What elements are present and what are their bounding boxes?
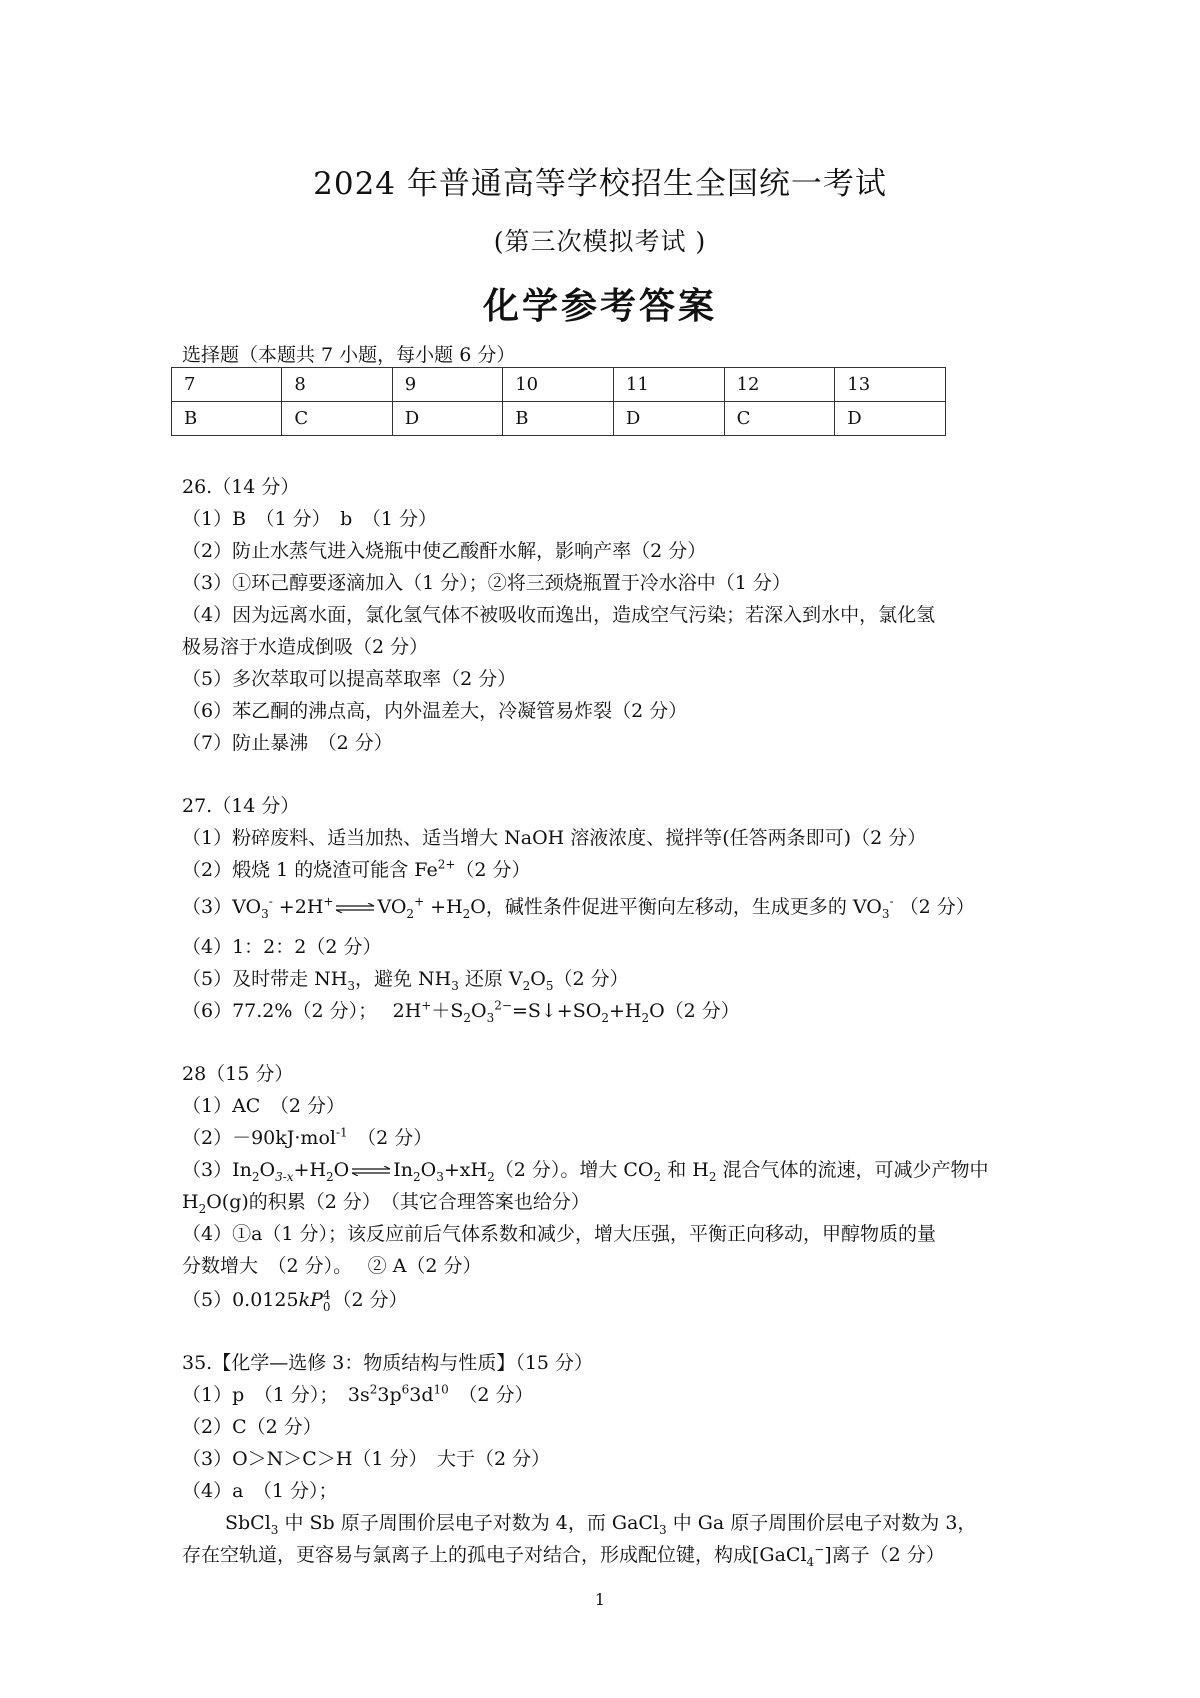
subscript: 2 [601,1010,609,1025]
text: 还原 V [458,968,523,990]
subscript: 3 [436,1169,444,1184]
superscript: + [323,894,334,909]
q26-line-1: （1）B （1 分） b （1 分） [182,508,437,530]
q28-line-2 [182,1125,433,1149]
q35-line-4: （4）a （1 分）； [182,1480,338,1502]
q35-line-5 [225,1512,977,1537]
text: +H [293,1159,327,1181]
exponent-stack [323,1289,331,1313]
text: ]离子（2 分） [824,1544,945,1566]
q27-line-6 [182,998,740,1025]
subscript: 2 [653,1169,662,1184]
exam-title: 2024 年普通高等学校招生全国统一考试 [313,166,887,202]
text: O，碱性条件促进平衡向左移动，生成更多的 VO [470,896,882,918]
subscript: 2 [522,978,531,993]
superscript: 4 [322,1288,331,1302]
q28-line-5: （4）①a（1 分）；该反应前后气体系数和减少，增大压强，平衡正向移动，甲醇物质的量 [182,1223,937,1245]
table-cell: 12 [724,368,835,402]
q28-line-7 [182,1289,408,1313]
q26-heading: 26.（14 分） [182,476,300,498]
text: （2 分） [347,1127,433,1149]
text: 存在空轨道，更容易与氯离子上的孤电子对结合，形成配位键，构成[GaCl [182,1544,807,1566]
text: （2 分） [893,896,975,918]
subscript: 2 [251,1169,260,1184]
text: O [471,1000,487,1022]
text: （2 分） [455,859,531,881]
text: O(g)的积累（2 分） （其它合理答案也给分） [206,1191,590,1213]
table-row-questions [172,368,946,402]
table-cell: B [172,402,282,436]
text: （2）煅烧 1 的烧渣可能含 Fe [182,859,438,881]
text: SbCl [225,1512,271,1534]
superscript: 2+ [437,857,456,872]
text: 3p [377,1384,402,1406]
table-cell: C [724,402,835,436]
text: 中 Ga 原子周围价层电子对数为 3， [666,1512,977,1534]
q28-line-4 [182,1191,590,1216]
text: kP [298,1289,323,1311]
q28-line-6: 分数增大 （2 分）。 ② A（2 分） [182,1255,482,1277]
superscript: 10 [433,1382,449,1397]
text: 混合气体的流速，可减少产物中 [716,1159,989,1181]
q35-line-6 [182,1542,945,1569]
subscript: 2 [462,906,471,921]
table-row-answers [172,402,946,436]
text: （1）p （1 分）； 3s [182,1384,370,1406]
q26-line-8: （7）防止暴沸 （2 分） [182,732,393,754]
subscript: 0 [322,1300,331,1314]
subscript: 3 [486,1010,495,1025]
page-number: 1 [594,1590,606,1609]
text: =S↓+SO [511,1000,602,1022]
table-cell: 11 [613,368,724,402]
text: H [182,1191,199,1213]
text: 中 Sb 原子周围价层电子对数为 4，而 GaCl [278,1512,660,1534]
text: VO [377,896,407,918]
text: （3）VO [182,896,262,918]
subscript: 5 [545,978,554,993]
table-cell: D [835,402,946,436]
text: （2 分）。增大 CO [494,1159,654,1181]
table-cell: 9 [392,368,502,402]
text: （2 分） [448,1384,534,1406]
table-cell: 8 [282,368,392,402]
subscript: 2 [463,1010,472,1025]
text: +2H [272,896,324,918]
table-cell: D [613,402,724,436]
superscript: - [268,894,273,909]
text: ，避免 NH [354,968,452,990]
exam-subtitle: (第三次模拟考试 ) [493,227,707,256]
mc-section-label: 选择题（本题共 7 小题，每小题 6 分） [182,344,516,366]
q28-line-1: （1）AC （2 分） [182,1095,345,1117]
subscript: 2 [406,906,415,921]
text: （6）77.2%（2 分）； 2H [182,1000,422,1022]
table-cell: 13 [835,368,946,402]
text: （2 分） [553,968,629,990]
subscript: 3 [261,906,269,921]
equilibrium-arrow-icon [351,1166,391,1176]
subscript: 3 [659,1522,667,1537]
text: +xH [443,1159,488,1181]
q35-line-2: （2）C（2 分） [182,1416,322,1438]
superscript: -1 [335,1125,348,1140]
q26-line-2: （2）防止水蒸气进入烧瓶中使乙酸酐水解，影响产率（2 分） [182,540,707,562]
q27-line-2 [182,857,531,881]
mc-answer-table [171,367,946,436]
q35-heading: 35.【化学—选修 3：物质结构与性质】（15 分） [182,1352,594,1374]
subscript: 2 [198,1201,207,1216]
subscript: 2 [641,1010,650,1025]
q28-line-3 [182,1159,989,1184]
equilibrium-arrow-icon [335,903,375,913]
q27-line-3 [182,894,975,921]
subscript: 2 [487,1169,495,1184]
table-cell: D [392,402,502,436]
text: O [333,1159,350,1181]
text: （5）0.0125 [182,1289,299,1311]
text: ＋S [431,1000,464,1022]
text: O [530,968,546,990]
q27-line-5 [182,968,629,993]
table-cell: B [503,402,614,436]
text: （3）In [182,1159,252,1181]
document-title: 化学参考答案 [482,285,717,327]
q35-line-3: （3）O＞N＞C＞H（1 分） 大于（2 分） [182,1448,551,1470]
subscript: 2 [413,1169,421,1184]
q27-heading: 27.（14 分） [182,795,300,817]
subscript: 3 [451,978,459,993]
subscript: 3 [347,978,355,993]
superscript: - [889,894,894,909]
table-cell: 7 [172,368,282,402]
text: In [393,1159,413,1181]
q27-line-1: （1）粉碎废料、适当加热、适当增大 NaOH 溶液浓度、搅拌等(任答两条即可)（2 分） [182,827,927,849]
q26-line-3: （3）①环己醇要逐滴加入（1 分）；②将三颈烧瓶置于冷水浴中（1 分） [182,572,791,594]
q35-line-1 [182,1382,534,1406]
superscript: 6 [401,1382,410,1397]
subscript: 4 [806,1554,815,1569]
q26-line-5: 极易溶于水造成倒吸（2 分） [182,636,429,658]
table-cell: C [282,402,392,436]
superscript: − [814,1542,825,1557]
subscript: 2 [326,1169,334,1184]
text: +H [608,1000,642,1022]
text: +H [424,896,463,918]
q26-line-4: （4）因为远离水面，氯化氢气体不被吸收而逸出，造成空气污染；若深入到水中，氯化氢 [182,604,936,626]
table-cell: 10 [503,368,614,402]
subscript: 3 [270,1522,279,1537]
superscript: + [414,894,425,909]
superscript: + [421,998,432,1013]
subscript: 3 [881,906,890,921]
text: 3d [409,1384,434,1406]
q27-line-4: （4）1：2：2（2 分） [182,936,382,958]
text: O [259,1159,276,1181]
q26-line-6: （5）多次萃取可以提高萃取率（2 分） [182,668,517,690]
text: 和 H [661,1159,709,1181]
q26-line-7: （6）苯乙酮的沸点高，内外温差大，冷凝管易炸裂（2 分） [182,700,688,722]
superscript: 2− [494,998,512,1013]
q28-heading: 28（15 分） [182,1063,294,1085]
text: O [420,1159,437,1181]
text: O（2 分） [649,1000,740,1022]
text: （2 分） [332,1289,408,1311]
subscript: 3-x [275,1169,294,1184]
text: （2）－90kJ·mol [182,1127,336,1149]
superscript: 2 [369,1382,378,1397]
text: （5）及时带走 NH [182,968,348,990]
subscript: 2 [708,1169,717,1184]
